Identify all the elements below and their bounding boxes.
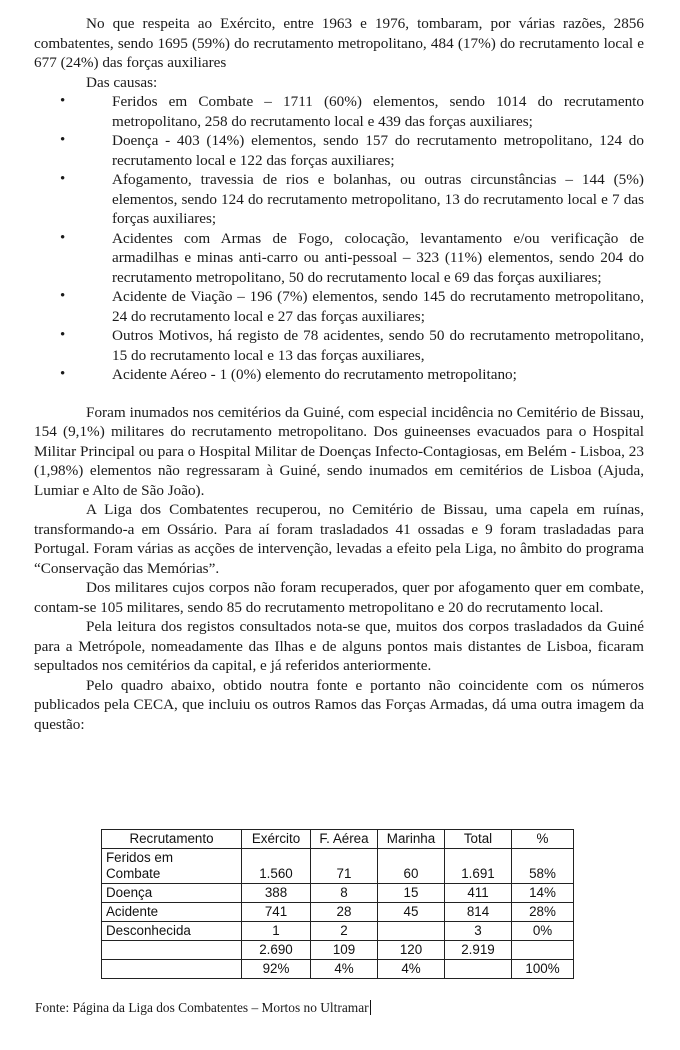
column-header: Exército xyxy=(242,830,311,849)
column-header: Recrutamento xyxy=(102,830,242,849)
table-percent-row xyxy=(102,960,574,979)
table-cell: 2.690 xyxy=(242,941,311,960)
table-cell: 1.560 xyxy=(242,849,311,884)
list-item: • Afogamento, travessia de rios e bolanhas, ou outras circunstâncias – 144 (5%) elementos, sendo 124 do recrutamento metropolitano, 13 do recrutamento local e 7 das forças auxiliares; xyxy=(60,171,644,227)
list-item: • Feridos em Combate – 1711 (60%) elementos, sendo 1014 do recrutamento metropolitano, 258 do recrutamento local e 439 das forças auxiliares; xyxy=(60,93,644,130)
row-label: Doença xyxy=(102,884,242,903)
intro-paragraph: No que respeita ao Exército, entre 1963 e 1976, tombaram, por várias razões, 2856 combatentes, sendo 1695 (59%) do recrutamento metropolitano, 484 (17%) do recrutamento local e 677 (24%) das forças auxiliares xyxy=(34,15,644,71)
list-item: • Acidente Aéreo - 1 (0%) elemento do recrutamento metropolitano; xyxy=(60,366,517,383)
data-table xyxy=(101,829,574,979)
table-cell: 814 xyxy=(445,903,512,922)
bullet-icon: • xyxy=(60,93,66,109)
table-cell xyxy=(102,941,242,960)
table-cell: 388 xyxy=(242,884,311,903)
table-cell: 741 xyxy=(242,903,311,922)
table-totals-row xyxy=(102,941,574,960)
table-cell: 4% xyxy=(311,960,378,979)
table-cell: 2.919 xyxy=(445,941,512,960)
bullet-icon: • xyxy=(60,327,66,343)
row-label: Desconhecida xyxy=(102,922,242,941)
table-row xyxy=(102,849,574,884)
table-row xyxy=(102,903,574,922)
bullet-icon: • xyxy=(60,288,66,304)
table-cell: 411 xyxy=(445,884,512,903)
list-item: • Acidentes com Armas de Fogo, colocação, levantamento e/ou verificação de armadilhas e minas anti-carro ou anti-pessoal – 323 (11%) elementos, sendo 204 do recrutamento metropolitano, 50 do recrutamento local e 69 das forças auxiliares; xyxy=(60,229,644,286)
paragraph-registos: Pela leitura dos registos consultados nota-se que, muitos dos corpos trasladados da Guiné para a Metrópole, nomeadamente das Ilhas e de alguns pontos mais distantes de Lisboa, ficaram sepultados nos cemitérios da capital, e já referidos anteriormente. xyxy=(34,618,644,674)
table-cell: 120 xyxy=(378,941,445,960)
column-header: Total xyxy=(445,830,512,849)
table-cell: 28 xyxy=(311,903,378,922)
paragraph-liga: A Liga dos Combatentes recuperou, no Cemitério de Bissau, uma capela em ruínas, transformando-a em Ossário. Para aí foram trasladados 41 ossadas e 9 foram trasladadas para Portugal. Foram várias as acções de intervenção, levadas a efeito pela Liga, no âmbito do programa “Conservação das Memórias”. xyxy=(34,501,644,577)
list-item: • Acidente de Viação – 196 (7%) elementos, sendo 145 do recrutamento metropolitano, 24 do recrutamento local e 27 das forças auxiliares; xyxy=(60,288,644,325)
table-cell: 28% xyxy=(512,903,574,922)
source-caption: Fonte: Página da Liga dos Combatentes – Mortos no Ultramar xyxy=(35,1000,369,1015)
table-cell xyxy=(378,922,445,941)
paragraph-inumados: Foram inumados nos cemitérios da Guiné, com especial incidência no Cemitério de Bissau, 154 (9,1%) militares do recrutamento metropolitano. Dos guineenses evacuados para o Hospital Militar Principal ou para o Hospital Militar de Doenças Infecto-Contagiosas, em Belém - Lisboa, 23 (1,98%) elementos não regressaram à Guiné, sendo inumados em cemitérios de Lisboa (Ajuda, Lumiar e Alto de São João). xyxy=(34,403,644,499)
document-page xyxy=(34,14,644,734)
text-cursor xyxy=(370,1000,371,1015)
list-item: • Doença - 403 (14%) elementos, sendo 157 do recrutamento metropolitano, 124 do recrutamento local e 122 das forças auxiliares; xyxy=(60,132,644,169)
bullet-icon: • xyxy=(60,366,66,382)
table-cell: 92% xyxy=(242,960,311,979)
table-cell: 58% xyxy=(512,849,574,884)
row-label: Feridos em Combate xyxy=(102,849,242,884)
list-item: • Outros Motivos, há registo de 78 acidentes, sendo 50 do recrutamento metropolitano, 15 do recrutamento local e 13 das forças auxiliares, xyxy=(60,327,644,364)
table-cell xyxy=(445,960,512,979)
column-header: Marinha xyxy=(378,830,445,849)
table-cell: 71 xyxy=(311,849,378,884)
table-cell xyxy=(512,941,574,960)
bullet-icon: • xyxy=(60,229,66,246)
table-cell: 100% xyxy=(512,960,574,979)
table-cell: 2 xyxy=(311,922,378,941)
causes-list xyxy=(34,92,644,385)
table-cell: 0% xyxy=(512,922,574,941)
table-cell xyxy=(102,960,242,979)
table-row xyxy=(102,884,574,903)
spacer xyxy=(34,385,644,403)
table-cell: 1.691 xyxy=(445,849,512,884)
paragraph-quadro: Pelo quadro abaixo, obtido noutra fonte e portanto não coincidente com os números publicados pela CECA, que incluiu os outros Ramos das Forças Armadas, dá uma outra imagem da questão: xyxy=(34,676,644,733)
column-header: % xyxy=(512,830,574,849)
table-row xyxy=(102,922,574,941)
table-cell: 14% xyxy=(512,884,574,903)
table-cell: 3 xyxy=(445,922,512,941)
table-cell: 109 xyxy=(311,941,378,960)
table-cell: 4% xyxy=(378,960,445,979)
bullet-icon: • xyxy=(60,132,66,148)
causes-heading: Das causas: xyxy=(86,73,158,91)
row-label: Acidente xyxy=(102,903,242,922)
table-cell: 1 xyxy=(242,922,311,941)
table-cell: 8 xyxy=(311,884,378,903)
table-cell: 60 xyxy=(378,849,445,884)
bullet-icon: • xyxy=(60,171,66,187)
table-cell: 15 xyxy=(378,884,445,903)
paragraph-nao-recuperados: Dos militares cujos corpos não foram recuperados, quer por afogamento quer em combate, contam-se 105 militares, sendo 85 do recrutamento metropolitano e 20 do recrutamento local. xyxy=(34,579,644,616)
column-header: F. Aérea xyxy=(311,830,378,849)
table-cell: 45 xyxy=(378,903,445,922)
table-header-row xyxy=(102,830,574,849)
